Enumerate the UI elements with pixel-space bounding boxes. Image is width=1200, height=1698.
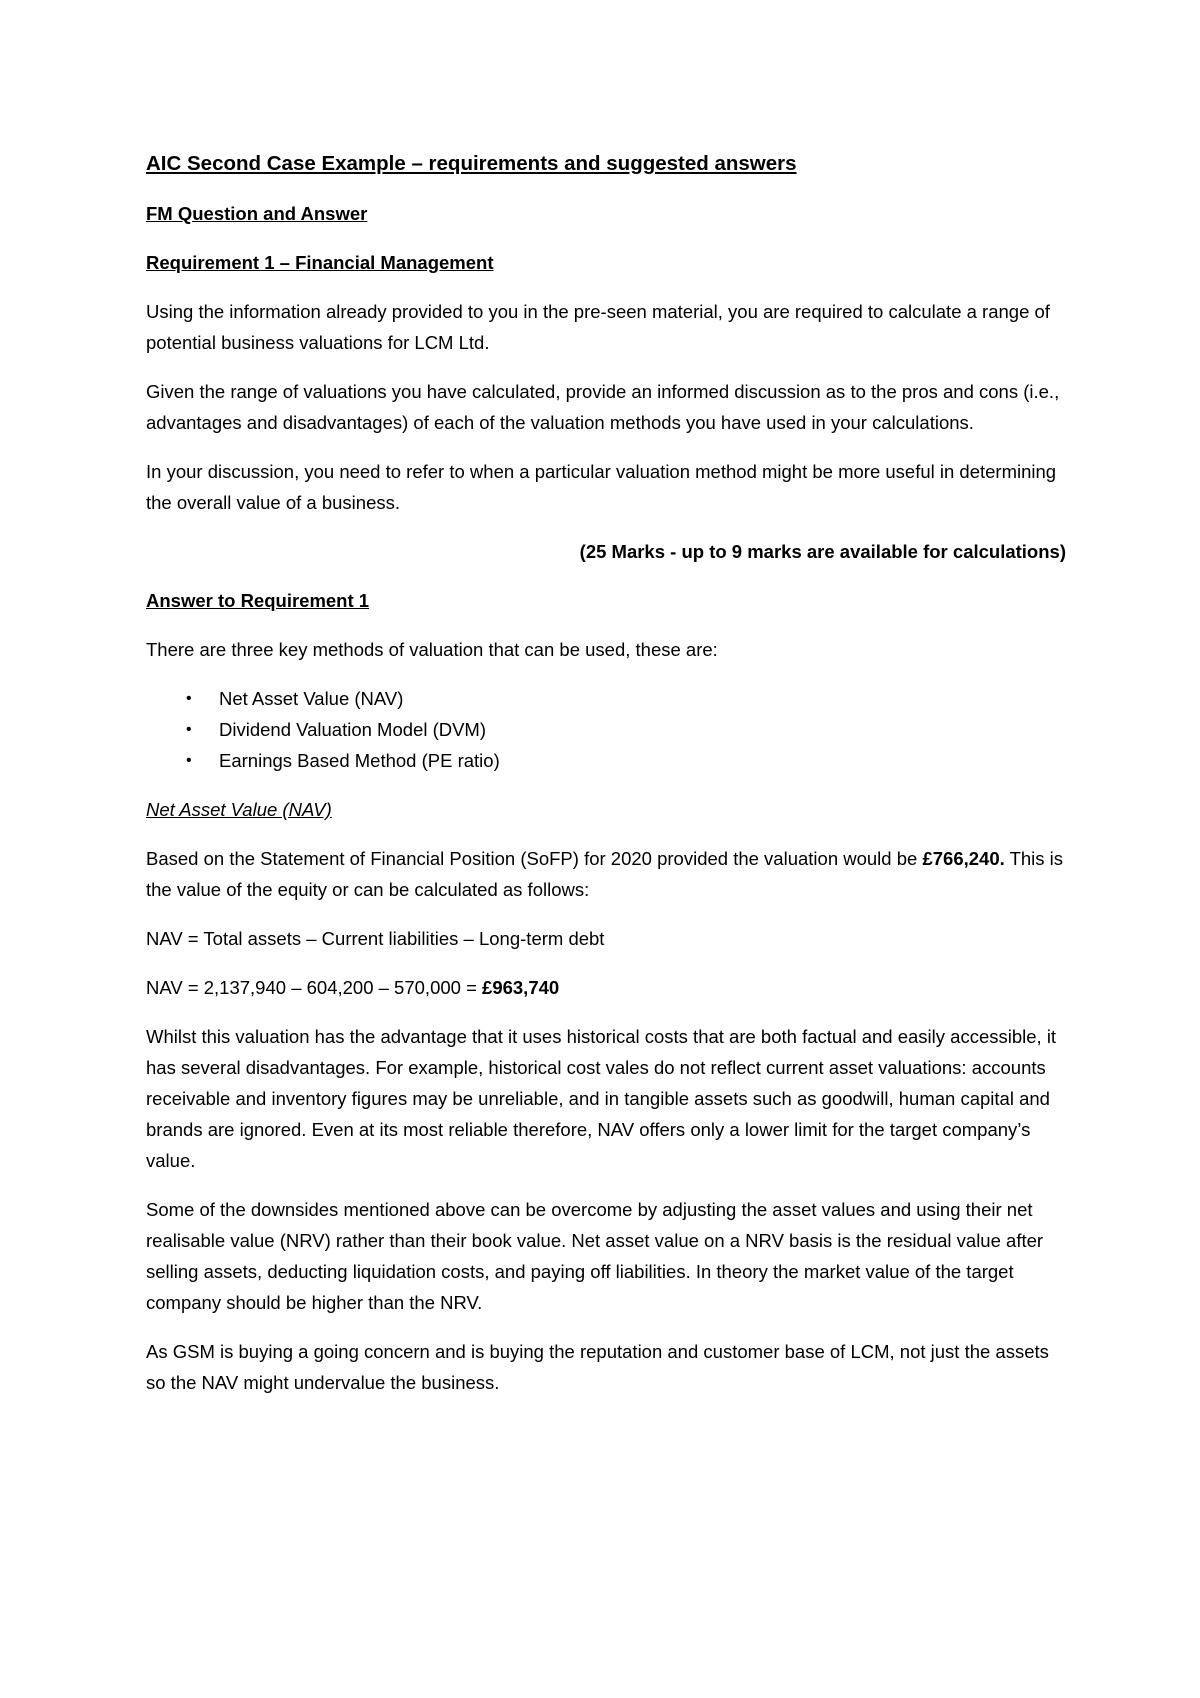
list-item-label: Earnings Based Method (PE ratio) xyxy=(219,750,500,771)
requirement-1-marks: (25 Marks - up to 9 marks are available for calculations) xyxy=(579,541,1066,562)
requirement-1-paragraph-1: Using the information already provided to you in the pre-seen material, you are required to calculate a range of potential business valuations for LCM Ltd. xyxy=(146,301,1050,353)
nav-paragraph-1-text: Based on the Statement of Financial Position (SoFP) for 2020 provided the valuation would be xyxy=(146,848,923,869)
nav-heading: Net Asset Value (NAV) xyxy=(146,799,332,820)
document-title: AIC Second Case Example – requirements and suggested answers xyxy=(146,152,797,175)
requirement-1-paragraph-2: Given the range of valuations you have calculated, provide an informed discussion as to the pros and cons (i.e., advantages and disadvantages) of each of the valuation methods you have used in your calculations. xyxy=(146,381,1060,433)
document-body xyxy=(146,134,1066,1416)
nav-paragraph-1-text-end: This is the value of the equity or can be calculated as follows: xyxy=(146,848,1064,900)
nav-calculation xyxy=(146,972,1066,1003)
nav-paragraph-2: Whilst this valuation has the advantage that it uses historical costs that are both factual and easily accessible, it has several disadvantages. For example, historical cost vales do not reflect current asset valuations: accounts receivable and inventory figures may be unreliable, and in tangible assets such as goodwill, human capital and brands are ignored. Even at its most reliable therefore, NAV offers only a lower limit for the target company’s value. xyxy=(146,1026,1057,1171)
nav-paragraph-1 xyxy=(146,843,1066,905)
list-item xyxy=(146,745,1066,776)
fm-heading: FM Question and Answer xyxy=(146,203,368,224)
bullet-icon: • xyxy=(186,721,192,738)
answer-heading: Answer to Requirement 1 xyxy=(146,590,370,611)
answer-intro: There are three key methods of valuation that can be used, these are: xyxy=(146,639,718,660)
bullet-icon: • xyxy=(186,690,192,707)
list-item xyxy=(146,683,1066,714)
list-item-label: Net Asset Value (NAV) xyxy=(219,688,404,709)
requirement-1-heading: Requirement 1 – Financial Management xyxy=(146,252,494,273)
requirement-1-paragraph-3: In your discussion, you need to refer to when a particular valuation method might be more useful in determining the overall value of a business. xyxy=(146,461,1057,513)
list-item-label: Dividend Valuation Model (DVM) xyxy=(219,719,486,740)
bullet-icon: • xyxy=(186,752,192,769)
nav-equity-value: £766,240. xyxy=(922,848,1005,869)
nav-paragraph-3: Some of the downsides mentioned above can be overcome by adjusting the asset values and using their net realisable value (NRV) rather than their book value. Net asset value on a NRV basis is the residual value after selling assets, deducting liquidation costs, and paying off liabilities. In theory the market value of the target company should be higher than the NRV. xyxy=(146,1199,1044,1313)
valuation-methods-list xyxy=(146,683,1066,776)
nav-calculation-result: £963,740 xyxy=(482,977,560,998)
list-item xyxy=(146,714,1066,745)
nav-calculation-text: NAV = 2,137,940 – 604,200 – 570,000 = xyxy=(146,977,483,998)
nav-paragraph-4: As GSM is buying a going concern and is buying the reputation and customer base of LCM, not just the assets so the NAV might undervalue the business. xyxy=(146,1341,1049,1393)
nav-formula: NAV = Total assets – Current liabilities – Long-term debt xyxy=(146,928,605,949)
